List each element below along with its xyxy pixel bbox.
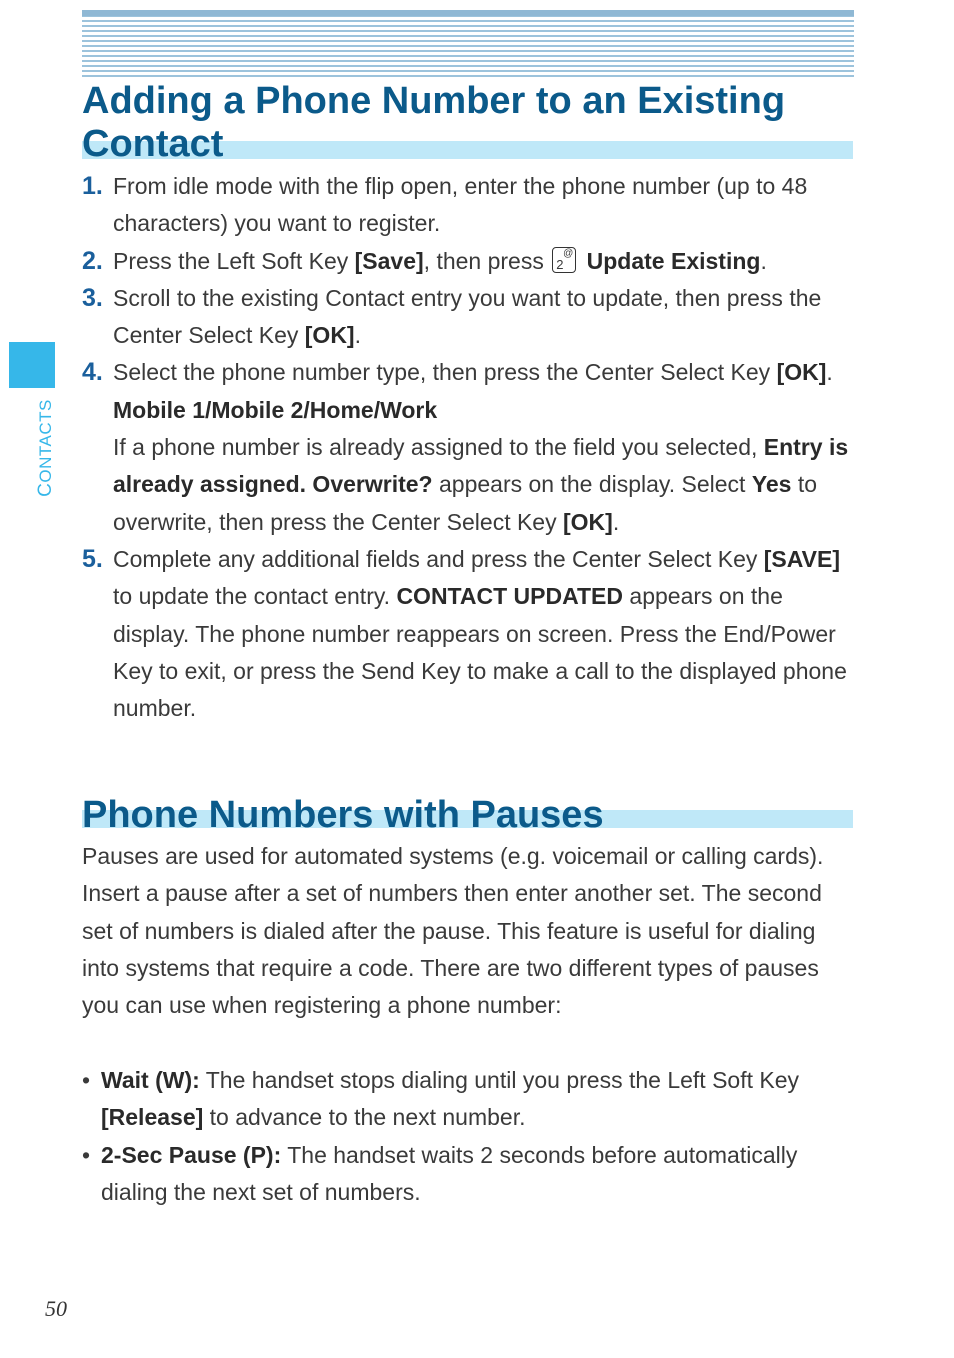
key-label: [Release] <box>101 1104 204 1131</box>
section-heading: Phone Numbers with Pauses <box>82 794 604 836</box>
step-number: 3. <box>82 283 103 312</box>
page-number: 50 <box>45 1296 67 1321</box>
list-item: • Wait (W): The handset stops dialing until you press the Left Soft Key [Release] to advance to the next number. <box>82 1062 842 1137</box>
header-decoration <box>82 10 854 78</box>
pause-types-list <box>82 1062 842 1211</box>
steps-list <box>82 168 862 727</box>
step-number: 1. <box>82 172 103 200</box>
key-label: [OK] <box>304 322 355 349</box>
options-label: Mobile 1/Mobile 2/Home/Work <box>113 396 438 423</box>
key-label: [OK] <box>776 359 827 386</box>
step-item <box>82 168 862 243</box>
step-item: 4. Select the phone number type, then press the Center Select Key [OK]. Mobile 1/Mobile 2/Home/Work If a phone number is already assigned to the field you selected, Entry is already assigned. Overwrite? appears on the display. Select Yes to overwrite, then press the Center Select Key [OK]. <box>82 354 862 540</box>
list-item: • 2-Sec Pause (P): The handset waits 2 seconds before automatically dialing the next set of numbers. <box>82 1137 842 1212</box>
step-number: 2. <box>82 246 103 275</box>
intro-paragraph: Pauses are used for automated systems (e.g. voicemail or calling cards). Insert a pause after a set of numbers then enter another set. The second set of numbers is dialed after the pause. This feature is useful for dialing into systems that require a code. There are two different types of pauses you can use when registering a phone number: <box>82 843 824 1019</box>
step-number: 5. <box>82 544 103 573</box>
key-label: [Save] <box>354 247 424 274</box>
step-item: 2. Press the Left Soft Key [Save], then press @ 2 Update Existing. <box>82 243 862 280</box>
section-tab-marker <box>9 342 55 388</box>
key-2-icon <box>552 247 576 273</box>
step-item: 3. Scroll to the existing Contact entry you want to update, then press the Center Select Key [OK]. <box>82 280 862 355</box>
step-number: 4. <box>82 358 103 387</box>
step-item: 5. Complete any additional fields and press the Center Select Key [SAVE] to update the contact entry. CONTACT UPDATED appears on the display. The phone number reappears on screen. Press the End/Power Key to exit, or press the Send Key to make a call to the displayed phone number. <box>82 541 862 727</box>
section-heading: Adding a Phone Number to an Existing Contact <box>82 80 786 165</box>
key-label: [SAVE] <box>763 545 841 572</box>
section-side-label: CONTACTS <box>35 399 56 497</box>
step-text: From idle mode with the flip open, enter the phone number (up to 48 characters) you want to register. <box>113 173 808 237</box>
